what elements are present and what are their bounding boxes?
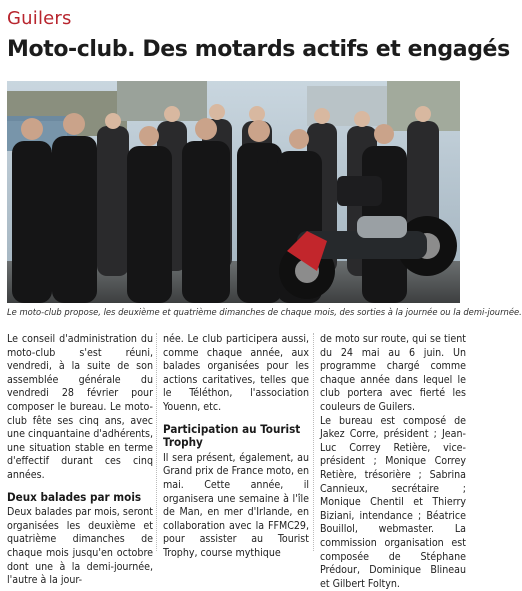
- column-separator: [156, 333, 157, 551]
- headline: Moto-club. Des motards actifs et engagés: [7, 37, 510, 62]
- subheading: Participation au Tourist Trophy: [163, 421, 301, 450]
- paragraph: Il sera présent, également, au Grand prix de France moto, en mai. Cette année, il organisera une semaine à l'île de Man, en mer d'Irlande, en collaboration avec la FFMC29, pour assister au Tourist Trophy, course mythique: [163, 451, 309, 559]
- photo-caption: Le moto-club propose, les deuxième et quatrième dimanches de chaque mois, des sorties à la journée ou la demi-journée.: [7, 307, 522, 317]
- column-separator: [313, 333, 314, 551]
- paragraph: de moto sur route, qui se tient du 24 mai au 6 juin. Un programme chargé comme chaque année dans lequel le club portera avec fierté les couleurs de Guilers.: [320, 333, 466, 413]
- paragraph: Le bureau est composé de Jakez Corre, président ; Jean-Luc Correy Retière, vice-président ; Monique Correy Retière, trésorière ; Sabrina Cannieux, secrétaire ; Monique Chentil et Thierry Biziani, intendance ; Béatrice Bouillol, webmaster. La commission organisation est composée de Stéphane Prédour, Dominique Blineau et Gilbert Foltyn.: [320, 414, 466, 590]
- article-column-3: [320, 333, 466, 591]
- article-photo: [7, 81, 460, 303]
- paragraph: Deux balades par mois, seront organisées les deuxième et quatrième dimanches de chaque mois jusqu'en octobre dont une à la demi-journée, l'autre à la jour-: [7, 506, 153, 587]
- subheading: Deux balades par mois: [7, 489, 142, 504]
- article-column-1: [7, 333, 153, 588]
- article-column-2: [163, 333, 309, 561]
- kicker-location: Guilers: [7, 8, 72, 29]
- paragraph: Le conseil d'administration du moto-club s'est réuni, vendredi, à la suite de son assemblée générale du vendredi 28 février pour composer le bureau. Le moto-club fête ses cinq ans, avec une cinquantaine d'adhérents, une situation stable en terme d'effectif durant ces cinq années.: [7, 333, 153, 481]
- group-photo-illustration: [7, 81, 460, 303]
- paragraph: née. Le club participera aussi, comme chaque année, aux balades organisées pour les actions caritatives, telles que le Téléthon, l'association Youenn, etc.: [163, 333, 309, 413]
